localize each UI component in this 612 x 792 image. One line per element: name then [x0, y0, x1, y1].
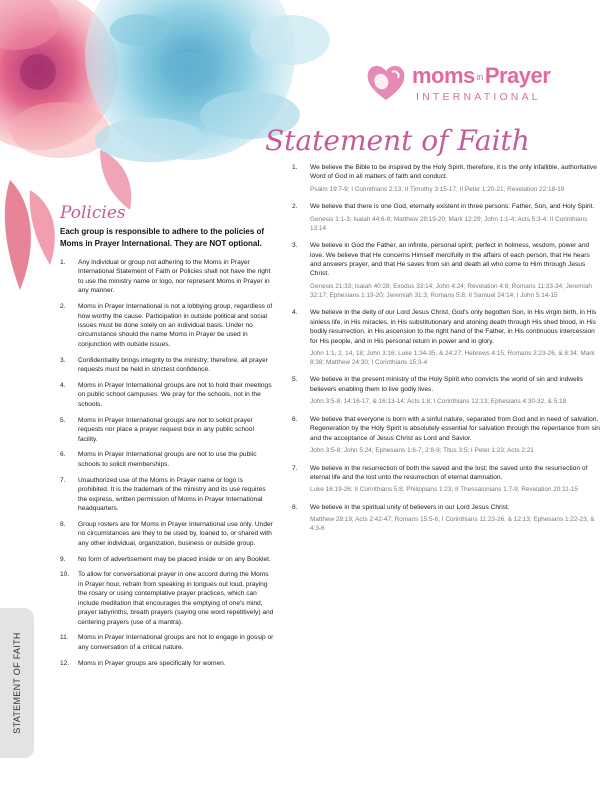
policy-number: 12. [60, 659, 70, 667]
faith-number: 1. [292, 164, 298, 171]
logo-international-text: INTERNATIONAL [416, 91, 541, 103]
policy-text: Moms in Prayer groups are specifically for women. [78, 659, 226, 667]
faith-statement: We believe in the present ministry of the Holy Spirit who convicts the world of sin and indwells believers enabling them to live godly lives. [310, 376, 583, 393]
policies-intro: Each group is responsible to adhere to the policies of Moms in Prayer International. They are NOT optional. [60, 227, 265, 248]
policies-heading: Policies [60, 203, 126, 223]
faith-item [292, 503, 600, 533]
policy-item [60, 356, 274, 375]
policy-text: Group rosters are for Moms in Prayer International use only. Under no circumstances are they to be used by, loaned to, or shared with any other individual, organization, business or outside group. [78, 520, 273, 547]
scripture-references: John 3:5-8; John 5:24; Ephesians 1:6-7, 2:8-9; Titus 3:5; I Peter 1:23; Acts 2:21 [310, 447, 534, 454]
policy-number: 2. [60, 303, 66, 311]
faith-statement: We believe in the deity of our Lord Jesus Christ, God's only begotten Son, in His virgin birth, in His sinless life, in His miracles, in His substitutionary and atoning death through His shed blood, in His bodily resurrection, in His ascension to the right hand of the Father, in His continuous intercession for His people, and in His personal return in power and in glory. [310, 309, 597, 345]
policy-text: No form of advertisement may be placed inside or on any Booklet. [78, 555, 271, 563]
policy-text: Any individual or group not adhering to the Moms in Prayer International Statement of Faith or Policies shall not have the right to use the ministry name or logo, nor represent Moms in Prayer in any manner. [78, 259, 271, 295]
faith-statement-list [292, 163, 600, 542]
policy-text: Moms in Prayer International groups are not to use the public schools to solicit memberships. [78, 451, 257, 468]
scripture-references: John 3:5-8, 14:16-17, & 16:13-14; Acts 1:8; I Corinthians 12:13; Ephesians 4:30-32, & 5:18 [310, 398, 567, 406]
logo-prayer-text: Prayer [484, 63, 551, 88]
faith-number: 7. [292, 464, 298, 472]
side-tab-label: STATEMENT OF FAITH [12, 632, 22, 734]
faith-number: 5. [292, 376, 298, 384]
policy-number: 11. [60, 634, 69, 642]
policy-number: 4. [60, 381, 66, 389]
policy-text: Moms in Prayer International is not a lobbying group, regardless of how worthy the cause. Participation in outside political and social issues must be done solely on an individual basis. Under no circumstance should the name Moms in Prayer be used in conjunction with outside issues. [78, 303, 273, 348]
scripture-references: John 1:1, 2, 14, 18; John 3:16; Luke 1:34-35, & 24:27; Hebrews 4:15; Romans 3:23-26, & 8:34; Mark 8:38; Matthew 24:30; I Corinthians 15:3-4 [310, 349, 595, 366]
policy-item [60, 381, 274, 409]
heart-logo-icon [362, 58, 410, 106]
policy-list [60, 258, 274, 675]
faith-item [292, 308, 600, 367]
moms-in-prayer-logo [362, 58, 562, 108]
policy-number: 3. [60, 356, 66, 364]
policy-number: 8. [60, 520, 66, 528]
policy-text: Moms in Prayer International groups are not to solicit prayer requests nor place a prayer request box in any public school facility. [78, 416, 254, 443]
policy-number: 10. [60, 571, 70, 579]
scripture-references: Luke 16:19-26; II Corinthians 5:8; Philippians 1:23; II Thessalonians 1:7-9; Revelation 20:11-15 [310, 486, 578, 494]
faith-item [292, 464, 600, 495]
faith-number: 4. [292, 309, 298, 317]
faith-statement: We believe in the spiritual unity of believers in our Lord Jesus Christ. [310, 503, 510, 511]
faith-statement: We believe in God the Father, an infinite, personal spirit; perfect in holiness, wisdom, power and love. We believe that He concerns Himself mercifully in the affairs of each person, that He hears and answers prayer, and that He saves from sin and death all who come to Him through Jesus Christ. [310, 242, 590, 278]
faith-number: 8. [292, 503, 298, 511]
policy-number: 5. [60, 416, 66, 424]
faith-item [292, 375, 600, 406]
policy-item [60, 258, 274, 296]
policy-number: 9. [60, 555, 66, 563]
policy-number: 7. [60, 476, 66, 484]
policy-number: 6. [60, 451, 66, 459]
faith-item [292, 202, 600, 232]
policy-text: To allow for conversational prayer in one accord during the Moms in Prayer hour, refrain from speaking in tongues out loud, praying the rosary or using contemplative prayer practices, which can include meditation that encourages the emptying of one's mind, prayer labyrinths, breath prayers (saying one word repetitively) and centering prayers (use of a mantra). [78, 571, 274, 626]
section-side-tab [0, 608, 34, 758]
scripture-references: Matthew 28:19; Acts 2:42-47; Romans 15:5-6; I Corinthians 11:23-26, & 12:13; Ephesians 1:22-23, & 4:3-6 [310, 516, 595, 533]
policy-item [60, 476, 274, 514]
faith-statement: We believe that there is one God, eternally existent in three persons: Father, Son, and Holy Spirit. [310, 203, 595, 211]
scripture-references: Genesis 21:33; Isaiah 40:28; Exodus 33:14; John 4:24; Revelation 4:8; Romans 11:33-34; Jeremiah 32:17; Ephesians 1:19-20; Jeremiah 31:3; Romans 5:8; II Samuel 24:14; I John 5:14-15 [310, 282, 592, 299]
logo-wordmark [412, 63, 550, 89]
faith-statement: We believe in the resurrection of both the saved and the lost; the saved unto the resurrection of eternal life and the lost unto the resurrection of eternal damnation. [310, 464, 588, 481]
policy-item [60, 416, 274, 444]
policy-text: Unauthorized use of the Moms in Prayer name or logo is prohibited. It is the trademark of the ministry and its use requires the express, written permission of Moms in Prayer International headquarters. [78, 476, 266, 512]
policy-text: Moms in Prayer International groups are not to engage in gossip or any conversation of a critical nature. [78, 634, 274, 651]
scripture-references: Psalm 19:7-9; I Corinthians 2:13; II Timothy 3:15-17; II Peter 1:20-21; Revelation 22:18-19 [310, 185, 565, 193]
faith-statement: We believe that everyone is born with a sinful nature, separated from God and in need of salvation. Regeneration by the Holy Spirit is absolutely essential for salvation through the repentance from sin and the acceptance of Jesus Christ as Lord and Savior. [310, 415, 600, 442]
policy-item [60, 570, 274, 626]
scripture-references: Genesis 1:1-3; Isaiah 44:6-8; Matthew 28:19-20; Mark 12:29; John 1:1-4; Acts 5:3-4; II Corinthians 13:14 [310, 215, 588, 232]
policy-item [60, 450, 274, 469]
logo-in-text: in [476, 72, 483, 83]
policy-number: 1. [60, 259, 66, 266]
policy-item [60, 555, 274, 564]
policy-item [60, 302, 274, 349]
faith-number: 3. [292, 242, 298, 250]
faith-item [292, 163, 600, 194]
page-title: Statement of Faith [265, 124, 530, 157]
faith-item [292, 241, 600, 300]
policy-item [60, 520, 274, 548]
logo-moms-text: moms [412, 63, 475, 88]
policy-text: Confidentiality brings integrity to the ministry; therefore, all prayer requests must be held in strictest confidence. [78, 356, 268, 374]
policy-text: Moms in Prayer International groups are not to hold their meetings on public school campuses. We pray for the schools, not in the schools. [78, 381, 272, 408]
policy-item [60, 659, 274, 668]
faith-number: 6. [292, 415, 298, 423]
faith-item [292, 415, 600, 455]
faith-statement: We believe the Bible to be inspired by the Holy Spirit, therefore, it is the only infallible, authoritative Word of God in all matters of faith and conduct. [310, 164, 597, 181]
faith-number: 2. [292, 203, 298, 211]
policy-item [60, 633, 274, 652]
